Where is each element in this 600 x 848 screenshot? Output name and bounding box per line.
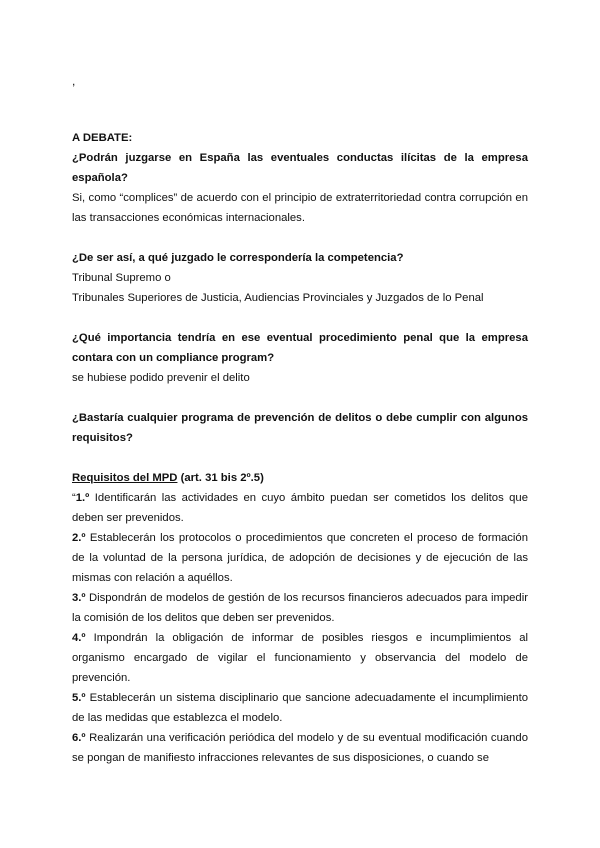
question-1: ¿Podrán juzgarse en España las eventuales conductas ilícitas de la empresa española? bbox=[72, 152, 528, 184]
requisito-item bbox=[72, 728, 528, 768]
requisito-number: 3.º bbox=[72, 592, 86, 604]
requisito-number: 4.º bbox=[72, 632, 86, 644]
requisito-item bbox=[72, 628, 528, 688]
requisito-text: Realizarán una verificación periódica del modelo y de su eventual modificación cuando se pongan de manifiesto infracciones relevantes de sus disposiciones, o cuando se bbox=[72, 732, 528, 764]
requisito-item bbox=[72, 528, 528, 588]
stray-comma-mark: , bbox=[72, 74, 76, 88]
requisito-text: Identificarán las actividades en cuyo ámbito puedan ser cometidos los delitos que deben ser prevenidos. bbox=[72, 492, 528, 524]
requisito-number: 6.º bbox=[72, 732, 86, 744]
requisitos-article: (art. 31 bis 2º.5) bbox=[177, 472, 264, 484]
requisito-text: Impondrán la obligación de informar de posibles riesgos e incumplimientos al organismo encargado de vigilar el funcionamiento y observancia del modelo de prevención. bbox=[72, 632, 528, 684]
answer-2-line-2: Tribunales Superiores de Justicia, Audiencias Provinciales y Juzgados de lo Penal bbox=[72, 292, 484, 304]
question-2: ¿De ser así, a qué juzgado le correspondería la competencia? bbox=[72, 252, 404, 264]
requisito-text: Establecerán los protocolos o procedimientos que concreten el proceso de formación de la voluntad de la persona jurídica, de adopción de decisiones y de ejecución de las mismas con relación a aquéllos. bbox=[72, 532, 528, 584]
requisito-text: Dispondrán de modelos de gestión de los recursos financieros adecuados para impedir la comisión de los delitos que deben ser prevenidos. bbox=[72, 592, 528, 624]
answer-1: Si, como “complices” de acuerdo con el principio de extraterritoriedad contra corrupción en las transacciones económicas internacionales. bbox=[72, 192, 528, 224]
answer-3: se hubiese podido prevenir el delito bbox=[72, 372, 250, 384]
requisito-number: 2.º bbox=[72, 532, 86, 544]
debate-heading: A DEBATE: bbox=[72, 132, 133, 144]
requisito-item bbox=[72, 588, 528, 628]
requisito-item bbox=[72, 488, 528, 528]
requisito-text: Establecerán un sistema disciplinario que sancione adecuadamente el incumplimiento de las medidas que establezca el modelo. bbox=[72, 692, 528, 724]
requisito-open-quote: “ bbox=[72, 492, 76, 504]
question-3: ¿Qué importancia tendría en ese eventual procedimiento penal que la empresa contara con un compliance program? bbox=[72, 332, 528, 364]
requisito-number: 1.º bbox=[75, 492, 90, 504]
requisito-number: 5.º bbox=[72, 692, 86, 704]
document-page bbox=[72, 0, 528, 768]
requisitos-heading bbox=[72, 468, 528, 488]
question-4: ¿Bastaría cualquier programa de prevención de delitos o debe cumplir con algunos requisitos? bbox=[72, 412, 528, 444]
requisitos-title: Requisitos del MPD bbox=[72, 472, 178, 484]
answer-2-line-1: Tribunal Supremo o bbox=[72, 272, 171, 284]
requisito-item bbox=[72, 688, 528, 728]
requisitos-list bbox=[72, 488, 528, 768]
